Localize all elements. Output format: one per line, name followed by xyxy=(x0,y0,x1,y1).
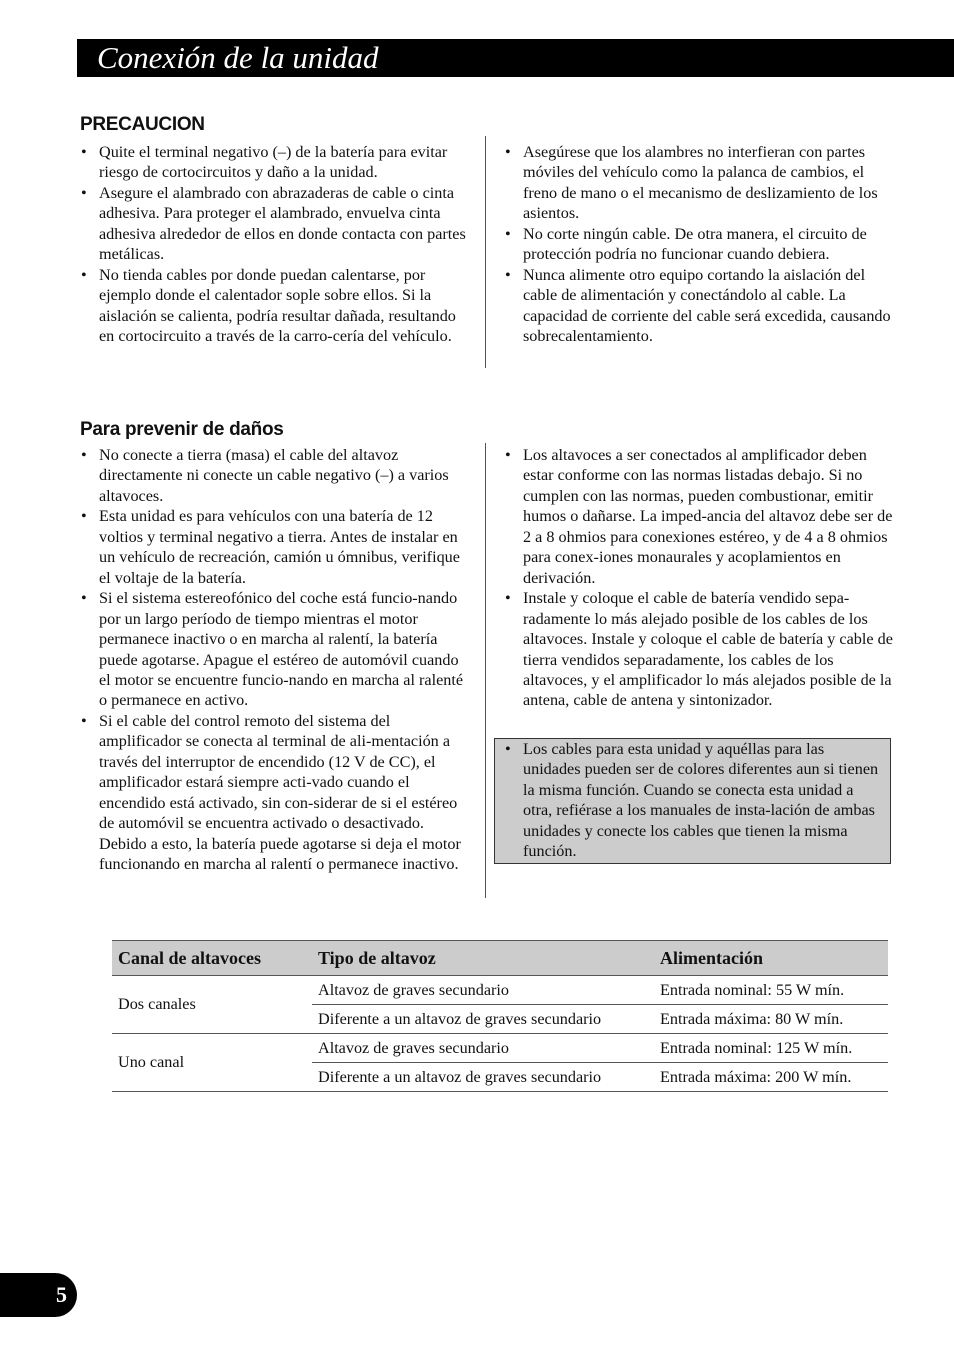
table-row xyxy=(112,976,888,1005)
list-item: • Esta unidad es para vehículos con una batería de 12 voltios y terminal negativo a tierra. Antes de instalar en un vehículo de recreación, camión u ómnibus, verifique el voltaje de la batería. xyxy=(80,506,472,588)
column-divider xyxy=(485,136,486,368)
list-item: • Asegure el alambrado con abrazaderas de cable o cinta adhesiva. Para proteger el alambrado, envuelva cinta adhesiva alrededor de ellos en donde contacta con partes metálicas. xyxy=(80,183,472,265)
power-cell: Entrada máxima: 80 W mín. xyxy=(654,1005,888,1034)
speaker-type-cell: Diferente a un altavoz de graves secundario xyxy=(312,1005,654,1034)
page-title: Conexión de la unidad xyxy=(97,40,379,75)
table-header-cell: Canal de altavoces xyxy=(112,941,312,976)
list-item: • Quite el terminal negativo (–) de la batería para evitar riesgo de cortocircuitos y daño a la unidad. xyxy=(80,142,472,183)
prevent-left-column xyxy=(80,445,472,875)
table-header-cell: Alimentación xyxy=(654,941,888,976)
speaker-type-cell: Altavoz de graves secundario xyxy=(312,1034,654,1063)
column-divider xyxy=(485,443,486,898)
list-item: • No conecte a tierra (masa) el cable del altavoz directamente ni conecte un cable negativo (–) a varios altavoces. xyxy=(80,445,472,506)
header-bar xyxy=(77,39,954,77)
table-header-cell: Tipo de altavoz xyxy=(312,941,654,976)
power-cell: Entrada máxima: 200 W mín. xyxy=(654,1063,888,1092)
table-header-row xyxy=(112,941,888,976)
speaker-spec-table xyxy=(112,940,888,1092)
list-item: • Los altavoces a ser conectados al amplificador deben estar conforme con las normas listadas debajo. Si no cumplen con las normas, pueden combustionar, emitir humos o dañarse. La imped-ancia del altavoz debe ser de 2 a 8 ohmios para conexiones estéreo, y de 4 a 8 ohmios para conex-iones monaurales y acoplamientos en derivación. xyxy=(504,445,896,588)
speaker-type-cell: Diferente a un altavoz de graves secundario xyxy=(312,1063,654,1092)
precaution-heading: PRECAUCION xyxy=(80,114,205,135)
list-item: • Asegúrese que los alambres no interfieran con partes móviles del vehículo como la palanca de cambios, el freno de mano o el mecanismo de deslizamiento de los asientos. xyxy=(504,142,896,224)
page-number-tab xyxy=(0,1273,77,1317)
table-row xyxy=(112,1034,888,1063)
precaution-right-column xyxy=(504,142,896,347)
note-box xyxy=(494,738,891,864)
power-cell: Entrada nominal: 125 W mín. xyxy=(654,1034,888,1063)
list-item: • Instale y coloque el cable de batería vendido sepa-radamente lo más alejado posible de los cables de los altavoces. Instale y coloque el cable de batería y cable de tierra vendidos separadamente, los cables de los altavoces, y el amplificador lo más alejados posible de la antena, cable de antena y sintonizador. xyxy=(504,588,896,711)
list-item: • No corte ningún cable. De otra manera, el circuito de protección podría no funcionar cuando debiera. xyxy=(504,224,896,265)
list-item: • Si el cable del control remoto del sistema del amplificador se conecta al terminal de ali-mentación a través del interruptor de encendido (12 V de CC), el amplificador estará siempre acti-vado cuando el encendido está activado, sin con-siderar de si el estéreo de automóvil se encuentra activado o desactivado. Debido a esto, la batería puede agotarse si deja el motor funcionando en marcha al ralentí o permanece inactivo. xyxy=(80,711,472,875)
prevent-right-column xyxy=(504,445,896,711)
channel-cell: Uno canal xyxy=(112,1034,312,1092)
prevent-heading: Para prevenir de daños xyxy=(80,419,284,440)
page-number: 5 xyxy=(56,1282,67,1307)
channel-cell: Dos canales xyxy=(112,976,312,1034)
speaker-type-cell: Altavoz de graves secundario xyxy=(312,976,654,1005)
precaution-left-column xyxy=(80,142,472,347)
list-item: • No tienda cables por donde puedan calentarse, por ejemplo donde el calentador sople sobre ellos. Si la aislación se calienta, podría resultar dañada, resultando en cortocircuito a través de la carro-cería del vehículo. xyxy=(80,265,472,347)
list-item: • Si el sistema estereofónico del coche está funcio-nando por un largo período de tiempo mientras el motor permanece inactivo o en marcha al ralentí, la batería puede agotarse. Apague el estéreo de automóvil cuando el motor se encuentre funcio-nando en marcha al ralenté o permanece en activo. xyxy=(80,588,472,711)
list-item: • Nunca alimente otro equipo cortando la aislación del cable de alimentación y conectándolo al cable. La capacidad de corriente del cable será excedida, causando sobrecalentamiento. xyxy=(504,265,896,347)
note-item: • Los cables para esta unidad y aquéllas para las unidades pueden ser de colores diferentes aun si tienen la misma función. Cuando se conecta esta unidad a otra, refiérase a los manuales de insta-lación de ambas unidades y conecte los cables que tienen la misma función. xyxy=(504,739,884,862)
power-cell: Entrada nominal: 55 W mín. xyxy=(654,976,888,1005)
